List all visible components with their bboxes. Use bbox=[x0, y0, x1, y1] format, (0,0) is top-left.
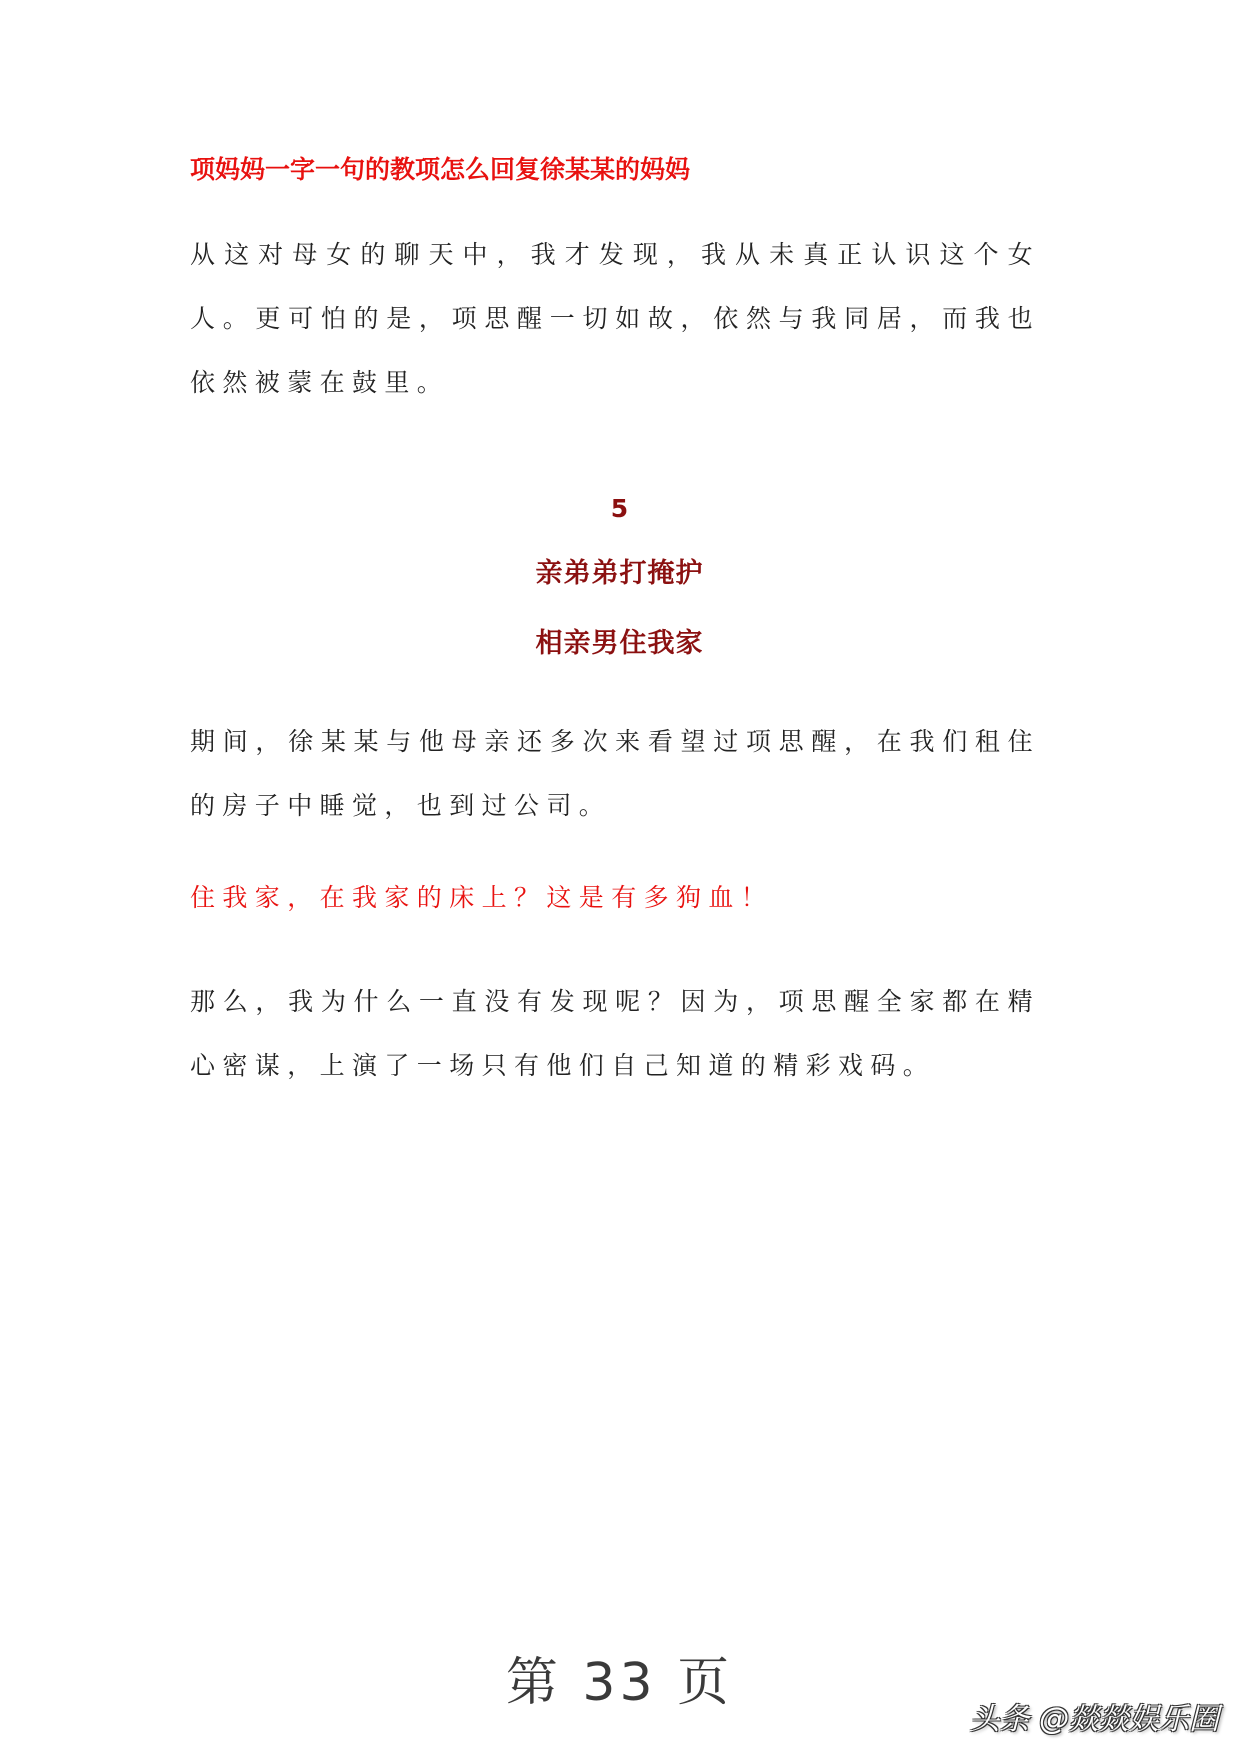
red-heading: 项妈妈一字一句的教项怎么回复徐某某的妈妈 bbox=[190, 155, 691, 184]
paragraph-1: 从这对母女的聊天中，我才发现，我从未真正认识这个女人。更可怕的是，项思醒一切如故，依然与我同居，而我也依然被蒙在鼓里。 bbox=[190, 240, 1040, 397]
section-number: 5 bbox=[610, 494, 629, 523]
paragraph-3: 那么，我为什么一直没有发现呢？因为，项思醒全家都在精心密谋，上演了一场只有他们自己知道的精彩戏码。 bbox=[190, 987, 1040, 1080]
page-number: 第 33 页 bbox=[505, 1653, 734, 1713]
section-title-line-1: 亲弟弟打掩护 bbox=[535, 558, 704, 589]
watermark: 头条 @燚燚娱乐圈 bbox=[969, 1702, 1219, 1737]
paragraph-2: 期间，徐某某与他母亲还多次来看望过项思醒，在我们租住的房子中睡觉，也到过公司。 bbox=[190, 727, 1040, 820]
section-title-line-2: 相亲男住我家 bbox=[535, 628, 704, 659]
highlight-quote: 住我家，在我家的床上？这是有多狗血！ bbox=[190, 883, 774, 912]
